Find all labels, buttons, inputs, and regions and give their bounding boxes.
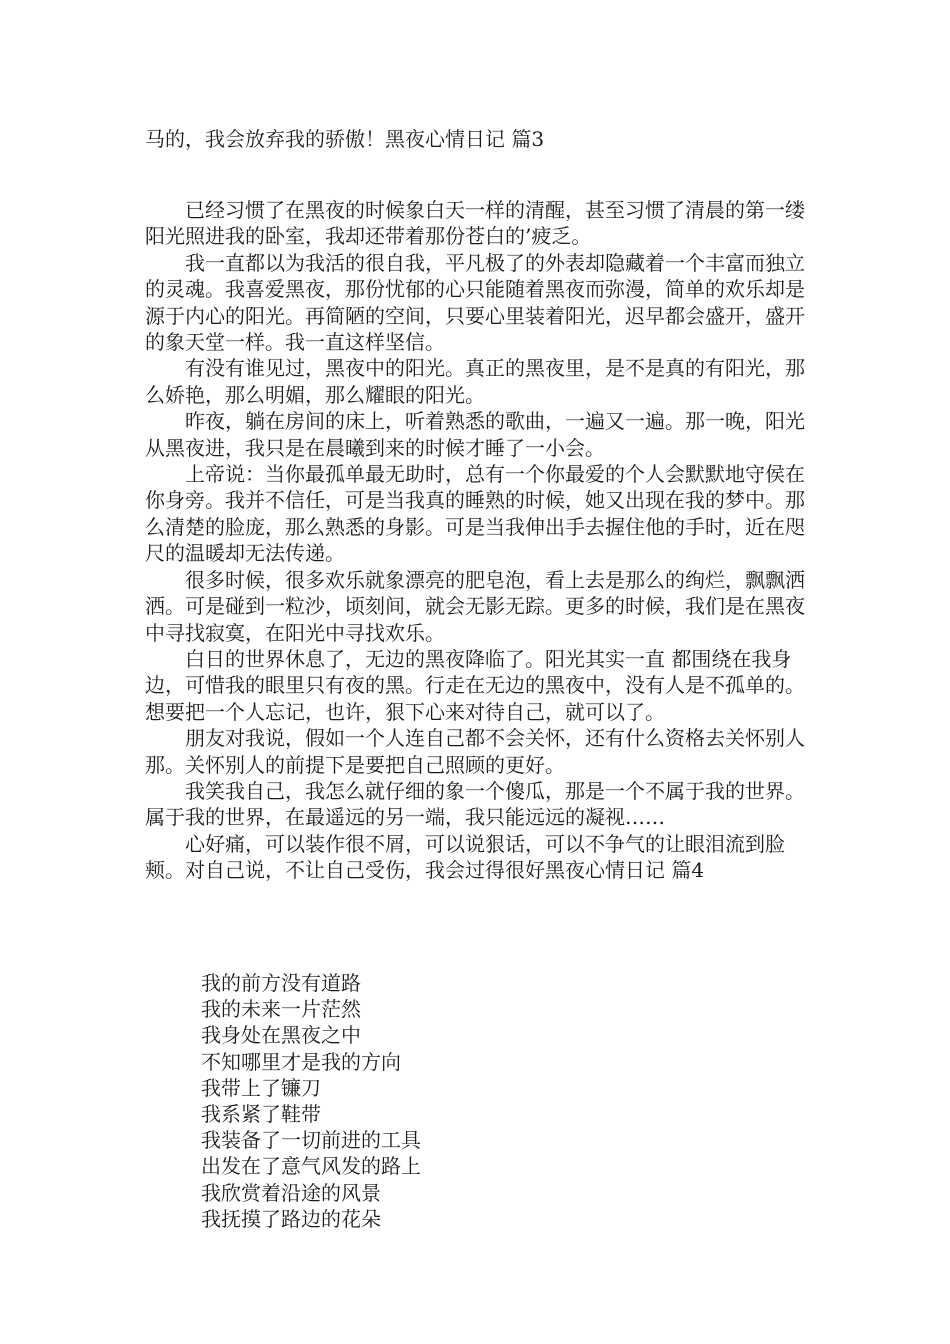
poem-line: 我抚摸了路边的花朵 (201, 1206, 381, 1231)
paragraph: 上帝说：当你最孤单最无助时，总有一个你最爱的个人会默默地守侯在你身旁。我并不信任，可是当我真的睡熟的时候，她又出现在我的梦中。那么清楚的脸庞，那么熟悉的身影。可是当我伸出手去握住他的手时，近在咫尺的温暖却无法传递。 (145, 462, 805, 566)
paragraph: 已经习惯了在黑夜的时候象白天一样的清醒，甚至习惯了清晨的第一缕阳光照进我的卧室，我却还带着那份苍白的’疲乏。 (145, 198, 805, 249)
poem-line: 我装备了一切前进的工具 (201, 1128, 421, 1153)
paragraph: 白日的世界休息了，无边的黑夜降临了。阳光其实一直 都围绕在我身边，可惜我的眼里只有夜的黑。行走在无边的黑夜中，没有人是不孤单的。想要把一个人忘记，也许，狠下心来对待自己，就可以了。 (145, 646, 805, 724)
paragraph: 心好痛，可以装作很不屑，可以说狠话，可以不争气的让眼泪流到脸颊。对自己说，不让自己受伤，我会过得很好黑夜心情日记 篇4 (145, 831, 785, 883)
paragraph: 朋友对我说，假如一个人连自己都不会关怀，还有什么资格去关怀别人那。关怀别人的前提下是要把自己照顾的更好。 (145, 726, 805, 777)
poem-line: 我欣赏着沿途的风景 (201, 1180, 381, 1205)
diary-body (145, 197, 813, 884)
poem-line: 我身处在黑夜之中 (201, 1023, 361, 1048)
paragraph: 昨夜，躺在房间的床上，听着熟悉的歌曲，一遍又一遍。那一晚，阳光从黑夜进，我只是在晨曦到来的时候才睡了一小会。 (145, 409, 805, 460)
poem-line: 我的未来一片茫然 (201, 997, 361, 1022)
section-heading: 马的，我会放弃我的骄傲！黑夜心情日记 篇3 (145, 127, 545, 151)
poem-line: 我的前方没有道路 (201, 971, 361, 995)
paragraph: 我笑我自己，我怎么就仔细的象一个傻瓜，那是一个不属于我的世界。属于我的世界，在最遥远的另一端，我只能远远的凝视…… (145, 778, 805, 830)
paragraph: 有没有谁见过，黑夜中的阳光。真正的黑夜里，是不是真的有阳光，那么娇艳，那么明媚，那么耀眼的阳光。 (145, 356, 805, 407)
poem-line: 出发在了意气风发的路上 (201, 1154, 421, 1179)
paragraph: 很多时候，很多欢乐就象漂亮的肥皂泡，看上去是那么的绚烂，飘飘洒洒。可是碰到一粒沙，顷刻间，就会无影无踪。更多的时候，我们是在黑夜中寻找寂寞，在阳光中寻找欢乐。 (145, 567, 805, 645)
poem-line: 我带上了镰刀 (201, 1075, 321, 1100)
poem-line: 我系紧了鞋带 (201, 1102, 321, 1127)
paragraph: 我一直都以为我活的很自我，平凡极了的外表却隐藏着一个丰富而独立的灵魂。我喜爱黑夜，那份忧郁的心只能随着黑夜而弥漫，简单的欢乐却是源于内心的阳光。再简陋的空间，只要心里装着阳光，迟早都会盛开，盛开的象天堂一样。我一直这样坚信。 (145, 250, 805, 355)
poem (201, 970, 421, 1232)
poem-line: 不知哪里才是我的方向 (201, 1049, 401, 1074)
